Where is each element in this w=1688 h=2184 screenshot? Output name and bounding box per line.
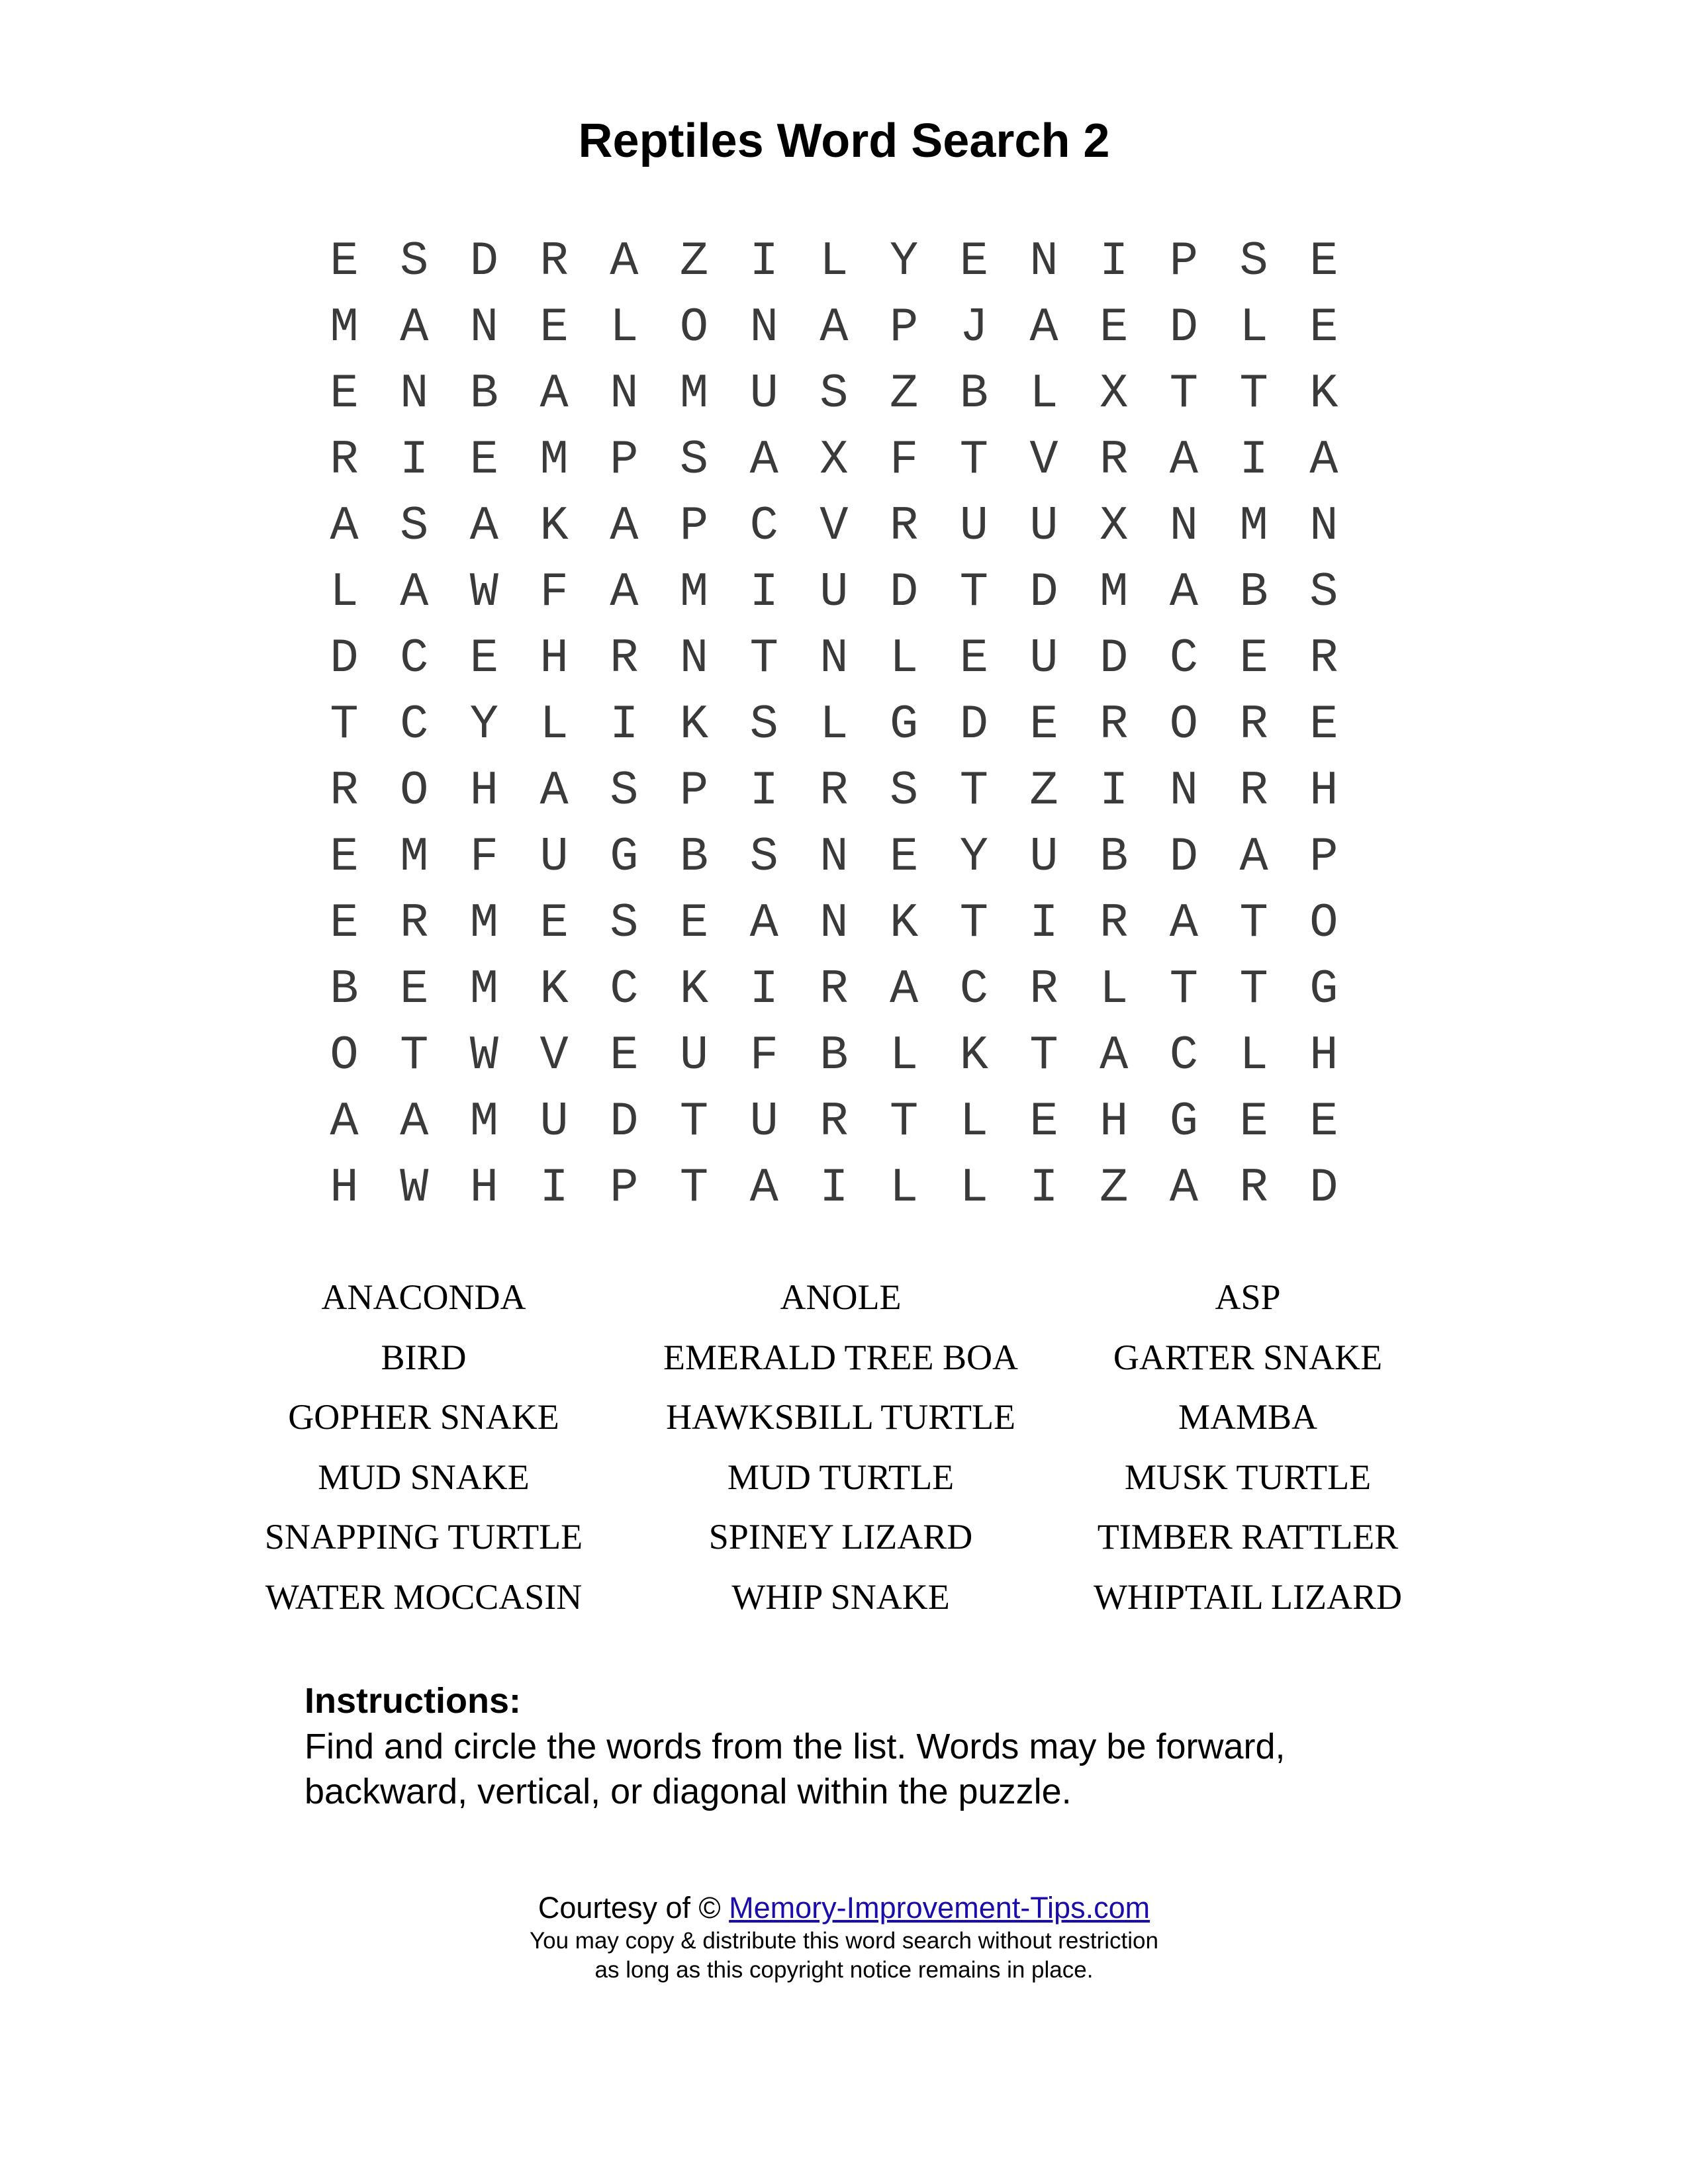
grid-letter: U: [1029, 830, 1058, 884]
word-list-item: ANOLE: [780, 1277, 902, 1317]
grid-letter: L: [330, 565, 359, 619]
grid-letter: N: [1169, 499, 1198, 553]
grid-letter: T: [330, 698, 359, 752]
grid-letter: N: [1169, 764, 1198, 818]
grid-letter: L: [1100, 962, 1129, 1017]
grid-letter: K: [889, 896, 919, 950]
grid-letter: U: [959, 499, 988, 553]
grid-letter: Y: [469, 698, 498, 752]
grid-letter: E: [330, 367, 359, 421]
grid-letter: R: [820, 1095, 849, 1149]
grid-letter: A: [539, 764, 569, 818]
grid-letter: T: [1169, 962, 1198, 1017]
grid-letter: M: [1100, 565, 1129, 619]
grid-letter: E: [1309, 234, 1338, 289]
grid-letter: A: [610, 565, 639, 619]
grid-letter: L: [889, 631, 919, 686]
grid-letter: P: [1309, 830, 1338, 884]
grid-letter: A: [469, 499, 498, 553]
grid-letter: E: [1239, 631, 1268, 686]
grid-letter: M: [1239, 499, 1268, 553]
grid-letter: I: [749, 764, 778, 818]
grid-letter: U: [539, 830, 569, 884]
grid-letter: L: [1029, 367, 1058, 421]
grid-letter: N: [820, 631, 849, 686]
grid-letter: O: [1309, 896, 1338, 950]
grid-letter: N: [1309, 499, 1338, 553]
grid-letter: E: [469, 433, 498, 487]
grid-letter: A: [610, 234, 639, 289]
grid-letter: S: [610, 764, 639, 818]
grid-letter: V: [1029, 433, 1058, 487]
grid-letter: D: [330, 631, 359, 686]
grid-letter: T: [1029, 1028, 1058, 1083]
grid-letter: S: [749, 830, 778, 884]
grid-letter: Z: [1100, 1161, 1129, 1215]
grid-letter: E: [679, 896, 709, 950]
word-list-item: MUD TURTLE: [727, 1457, 955, 1497]
grid-letter: E: [539, 300, 569, 355]
grid-letter: R: [1239, 1161, 1268, 1215]
grid-letter: A: [400, 565, 429, 619]
grid-letter: B: [1239, 565, 1268, 619]
grid-letter: H: [1309, 1028, 1338, 1083]
grid-letter: E: [400, 962, 429, 1017]
word-list-item: GOPHER SNAKE: [288, 1397, 559, 1437]
grid-letter: M: [469, 962, 498, 1017]
grid-letter: D: [1100, 631, 1129, 686]
grid-letter: H: [330, 1161, 359, 1215]
grid-letter: A: [1309, 433, 1338, 487]
grid-letter: K: [1309, 367, 1338, 421]
grid-letter: I: [1029, 896, 1058, 950]
grid-letter: A: [749, 1161, 778, 1215]
grid-letter: I: [400, 433, 429, 487]
grid-letter: E: [330, 830, 359, 884]
grid-letter: I: [820, 1161, 849, 1215]
grid-letter: E: [610, 1028, 639, 1083]
grid-letter: U: [749, 367, 778, 421]
grid-letter: B: [679, 830, 709, 884]
instructions-heading: Instructions:: [305, 1681, 522, 1721]
grid-letter: B: [1100, 830, 1129, 884]
grid-letter: T: [400, 1028, 429, 1083]
grid-letter: T: [749, 631, 778, 686]
grid-letter: Z: [1029, 764, 1058, 818]
grid-letter: A: [330, 499, 359, 553]
grid-letter: C: [400, 698, 429, 752]
grid-letter: R: [400, 896, 429, 950]
copyright-notice-2: as long as this copyright notice remains in place.: [594, 1957, 1094, 1983]
grid-letter: L: [610, 300, 639, 355]
grid-letter: B: [330, 962, 359, 1017]
grid-letter: R: [1239, 764, 1268, 818]
grid-letter: A: [330, 1095, 359, 1149]
grid-letter: P: [610, 1161, 639, 1215]
grid-letter: Y: [889, 234, 919, 289]
grid-letter: A: [1169, 896, 1198, 950]
word-list-item: EMERALD TREE BOA: [663, 1337, 1018, 1377]
grid-letter: G: [1309, 962, 1338, 1017]
grid-letter: E: [539, 896, 569, 950]
grid-letter: T: [959, 896, 988, 950]
grid-letter: L: [820, 234, 849, 289]
grid-letter: T: [959, 433, 988, 487]
grid-letter: A: [400, 1095, 429, 1149]
grid-letter: O: [1169, 698, 1198, 752]
grid-letter: X: [820, 433, 849, 487]
grid-letter: Y: [959, 830, 988, 884]
grid-letter: I: [749, 565, 778, 619]
grid-letter: A: [1169, 565, 1198, 619]
grid-letter: S: [610, 896, 639, 950]
grid-letter: K: [539, 962, 569, 1017]
grid-letter: E: [1100, 300, 1129, 355]
grid-letter: L: [539, 698, 569, 752]
grid-letter: A: [1169, 433, 1198, 487]
grid-letter: U: [539, 1095, 569, 1149]
courtesy-link[interactable]: Memory-Improvement-Tips.com: [729, 1891, 1150, 1925]
grid-letter: S: [400, 234, 429, 289]
grid-letter: V: [539, 1028, 569, 1083]
grid-letter: A: [1100, 1028, 1129, 1083]
grid-letter: L: [1239, 300, 1268, 355]
word-list-item: ANACONDA: [321, 1277, 526, 1317]
grid-letter: U: [1029, 499, 1058, 553]
grid-letter: R: [539, 234, 569, 289]
grid-letter: O: [400, 764, 429, 818]
grid-letter: I: [1100, 764, 1129, 818]
grid-letter: S: [679, 433, 709, 487]
grid-letter: Z: [889, 367, 919, 421]
grid-letter: B: [820, 1028, 849, 1083]
grid-letter: E: [330, 896, 359, 950]
grid-letter: H: [469, 764, 498, 818]
page-title: Reptiles Word Search 2: [578, 114, 1110, 167]
grid-letter: T: [1169, 367, 1198, 421]
grid-letter: M: [539, 433, 569, 487]
grid-letter: P: [1169, 234, 1198, 289]
grid-letter: E: [330, 234, 359, 289]
grid-letter: K: [539, 499, 569, 553]
grid-letter: I: [749, 234, 778, 289]
grid-letter: G: [1169, 1095, 1198, 1149]
grid-letter: E: [1309, 1095, 1338, 1149]
grid-letter: I: [610, 698, 639, 752]
grid-letter: K: [959, 1028, 988, 1083]
grid-letter: S: [400, 499, 429, 553]
grid-letter: V: [820, 499, 849, 553]
grid-letter: H: [1100, 1095, 1129, 1149]
grid-letter: N: [1029, 234, 1058, 289]
grid-letter: T: [679, 1161, 709, 1215]
grid-letter: B: [469, 367, 498, 421]
grid-letter: R: [889, 499, 919, 553]
grid-letter: A: [1239, 830, 1268, 884]
word-list-item: HAWKSBILL TURTLE: [666, 1397, 1015, 1437]
grid-letter: R: [610, 631, 639, 686]
grid-letter: M: [679, 367, 709, 421]
grid-letter: C: [400, 631, 429, 686]
grid-letter: W: [469, 1028, 498, 1083]
word-list-item: MUD SNAKE: [318, 1457, 530, 1497]
grid-letter: M: [330, 300, 359, 355]
grid-letter: R: [1029, 962, 1058, 1017]
grid-letter: M: [400, 830, 429, 884]
grid-letter: E: [469, 631, 498, 686]
grid-letter: F: [749, 1028, 778, 1083]
grid-letter: F: [469, 830, 498, 884]
grid-letter: P: [679, 764, 709, 818]
word-list-item: WHIPTAIL LIZARD: [1093, 1576, 1403, 1617]
grid-letter: E: [1239, 1095, 1268, 1149]
grid-letter: R: [1239, 698, 1268, 752]
word-list-item: GARTER SNAKE: [1113, 1337, 1383, 1377]
grid-letter: F: [539, 565, 569, 619]
grid-letter: A: [749, 896, 778, 950]
grid-letter: S: [1239, 234, 1268, 289]
grid-letter: P: [889, 300, 919, 355]
grid-letter: L: [1239, 1028, 1268, 1083]
grid-letter: A: [1169, 1161, 1198, 1215]
instructions-line-1: Find and circle the words from the list. Words may be forward,: [305, 1727, 1286, 1766]
grid-letter: S: [1309, 565, 1338, 619]
grid-letter: D: [469, 234, 498, 289]
grid-letter: L: [889, 1161, 919, 1215]
courtesy-footer: [0, 1889, 1688, 1985]
grid-letter: S: [749, 698, 778, 752]
grid-letter: I: [1100, 234, 1129, 289]
grid-letter: D: [889, 565, 919, 619]
grid-letter: W: [469, 565, 498, 619]
grid-letter: L: [959, 1161, 988, 1215]
grid-letter: E: [959, 234, 988, 289]
grid-letter: L: [959, 1095, 988, 1149]
word-list-item: SPINEY LIZARD: [708, 1517, 973, 1557]
copyright-notice-1: You may copy & distribute this word search without restriction: [530, 1928, 1158, 1954]
grid-letter: K: [679, 962, 709, 1017]
grid-letter: E: [959, 631, 988, 686]
grid-letter: S: [820, 367, 849, 421]
grid-letter: I: [1239, 433, 1268, 487]
grid-letter: C: [1169, 631, 1198, 686]
grid-letter: M: [469, 1095, 498, 1149]
grid-letter: R: [820, 962, 849, 1017]
word-list-item: ASP: [1215, 1277, 1281, 1317]
grid-letter: D: [1029, 565, 1058, 619]
grid-letter: X: [1100, 367, 1129, 421]
grid-letter: T: [1239, 962, 1268, 1017]
instructions: [305, 1678, 1430, 1814]
instructions-line-2: backward, vertical, or diagonal within the puzzle.: [305, 1772, 1072, 1811]
word-list-item: WHIP SNAKE: [731, 1576, 950, 1617]
courtesy-line: [0, 1889, 1688, 1927]
grid-letter: M: [469, 896, 498, 950]
grid-letter: N: [610, 367, 639, 421]
grid-letter: R: [1100, 433, 1129, 487]
grid-letter: T: [1239, 896, 1268, 950]
word-list-item: BIRD: [381, 1337, 467, 1377]
grid-letter: E: [889, 830, 919, 884]
grid-letter: O: [330, 1028, 359, 1083]
grid-letter: R: [1100, 698, 1129, 752]
grid-letter: P: [679, 499, 709, 553]
grid-letter: U: [1029, 631, 1058, 686]
grid-letter: R: [330, 433, 359, 487]
grid-letter: U: [679, 1028, 709, 1083]
grid-letter: E: [1309, 698, 1338, 752]
grid-letter: H: [469, 1161, 498, 1215]
grid-letter: R: [1100, 896, 1129, 950]
grid-letter: T: [1239, 367, 1268, 421]
grid-letter: E: [1029, 698, 1058, 752]
grid-letter: C: [1169, 1028, 1198, 1083]
grid-letter: T: [889, 1095, 919, 1149]
grid-letter: A: [889, 962, 919, 1017]
grid-letter: A: [539, 367, 569, 421]
grid-letter: N: [469, 300, 498, 355]
grid-letter: L: [820, 698, 849, 752]
grid-letter: C: [959, 962, 988, 1017]
grid-letter: D: [1169, 300, 1198, 355]
grid-letter: T: [959, 565, 988, 619]
grid-letter: N: [749, 300, 778, 355]
word-list-item: MUSK TURTLE: [1124, 1457, 1372, 1497]
grid-letter: S: [889, 764, 919, 818]
grid-letter: C: [749, 499, 778, 553]
grid-letter: T: [959, 764, 988, 818]
grid-letter: R: [820, 764, 849, 818]
grid-letter: B: [959, 367, 988, 421]
grid-letter: R: [330, 764, 359, 818]
grid-letter: D: [959, 698, 988, 752]
grid-letter: X: [1100, 499, 1129, 553]
grid-letter: A: [400, 300, 429, 355]
grid-letter: H: [1309, 764, 1338, 818]
grid-letter: I: [539, 1161, 569, 1215]
grid-letter: E: [1309, 300, 1338, 355]
grid-letter: A: [610, 499, 639, 553]
grid-letter: M: [679, 565, 709, 619]
grid-letter: W: [400, 1161, 429, 1215]
courtesy-prefix: Courtesy of ©: [538, 1891, 729, 1925]
grid-letter: O: [679, 300, 709, 355]
grid-letter: J: [959, 300, 988, 355]
grid-letter: H: [539, 631, 569, 686]
grid-letter: A: [749, 433, 778, 487]
grid-letter: A: [820, 300, 849, 355]
grid-letter: T: [679, 1095, 709, 1149]
grid-letter: U: [749, 1095, 778, 1149]
grid-letter: F: [889, 433, 919, 487]
grid-letter: N: [400, 367, 429, 421]
grid-letter: Z: [679, 234, 709, 289]
grid-letter: I: [1029, 1161, 1058, 1215]
grid-letter: D: [610, 1095, 639, 1149]
grid-letter: E: [1029, 1095, 1058, 1149]
grid-letter: L: [889, 1028, 919, 1083]
grid-letter: D: [1169, 830, 1198, 884]
word-list-item: TIMBER RATTLER: [1097, 1517, 1399, 1557]
grid-letter: P: [610, 433, 639, 487]
grid-letter: N: [820, 830, 849, 884]
grid-letter: G: [889, 698, 919, 752]
grid-letter: D: [1309, 1161, 1338, 1215]
word-list-item: SNAPPING TURTLE: [264, 1517, 583, 1557]
grid-letter: U: [820, 565, 849, 619]
grid-letter: K: [679, 698, 709, 752]
grid-letter: I: [749, 962, 778, 1017]
grid-letter: G: [610, 830, 639, 884]
grid-letter: R: [1309, 631, 1338, 686]
word-list-item: WATER MOCCASIN: [265, 1576, 583, 1617]
grid-letter: C: [610, 962, 639, 1017]
grid-letter: A: [1029, 300, 1058, 355]
word-list-item: MAMBA: [1178, 1397, 1318, 1437]
grid-letter: N: [820, 896, 849, 950]
grid-letter: N: [679, 631, 709, 686]
